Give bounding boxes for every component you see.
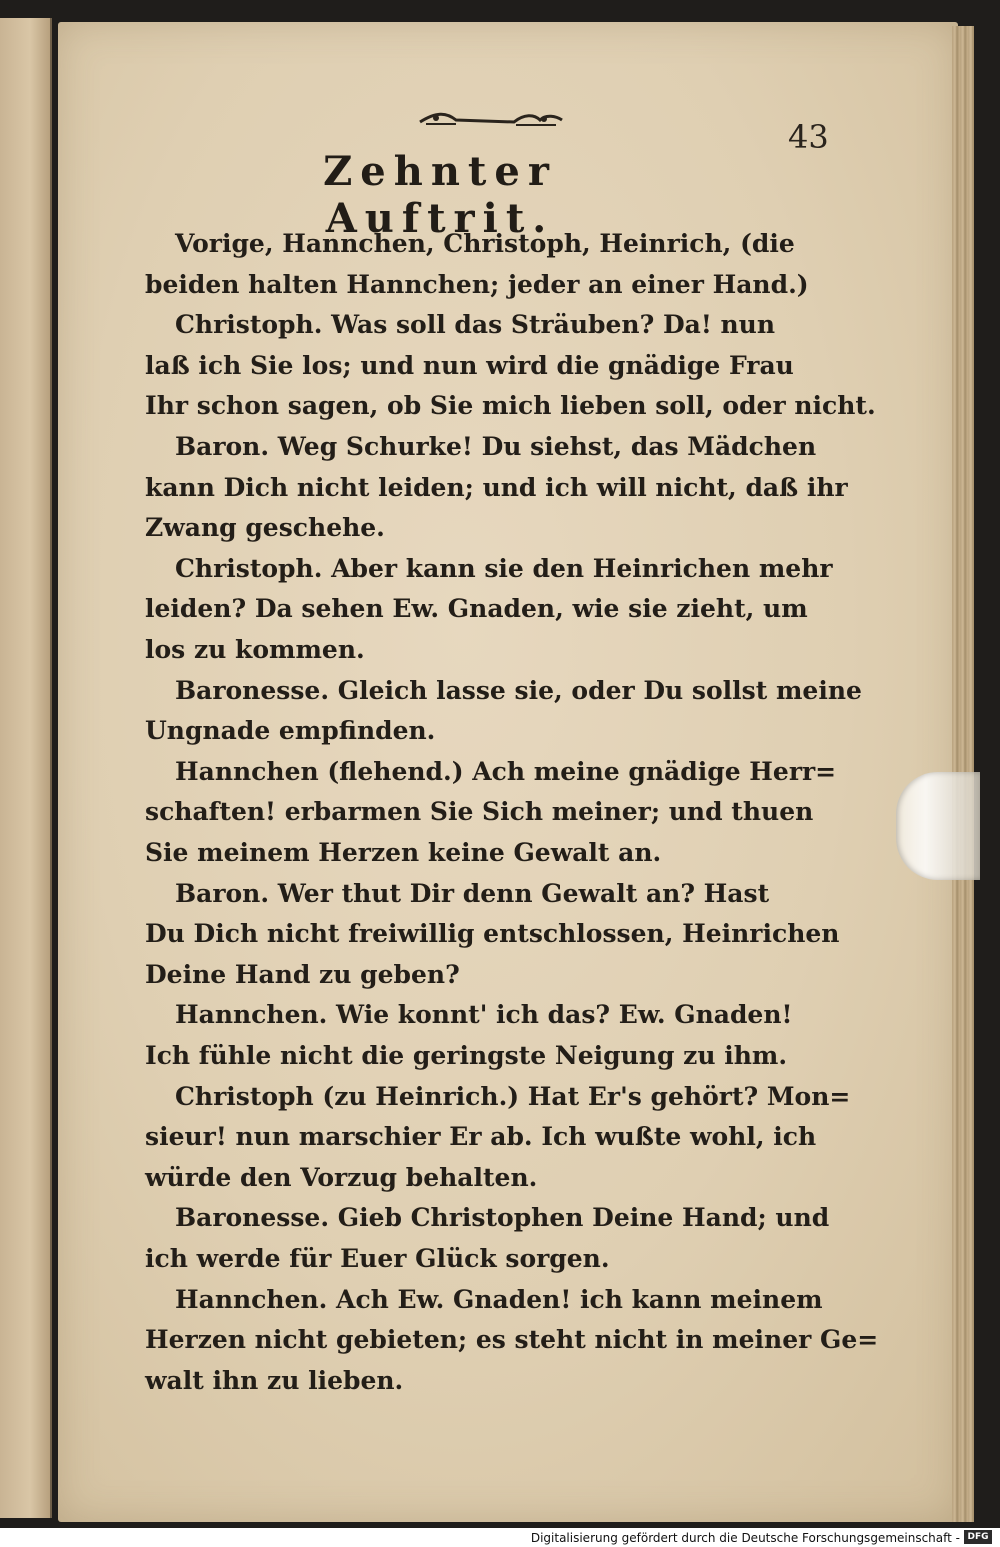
text-line: Christoph. Was soll das Sträuben? Da! nun: [175, 310, 776, 339]
text-line: Ungnade empfinden.: [145, 716, 436, 745]
text-line: Du Dich nicht freiwillig entschlossen, Heinrichen: [145, 919, 840, 948]
text-line: Hannchen (flehend.) Ach meine gnädige Herr=: [175, 757, 837, 786]
page-tab-marker: [896, 772, 980, 880]
text-line: kann Dich nicht leiden; und ich will nicht, daß ihr: [145, 473, 848, 502]
text-line: sieur! nun marschier Er ab. Ich wußte wohl, ich: [145, 1122, 817, 1151]
text-line: laß ich Sie los; und nun wird die gnädige Frau: [145, 351, 794, 380]
text-line: Herzen nicht gebieten; es steht nicht in meiner Ge=: [145, 1325, 879, 1354]
footer-bar: [0, 1528, 1000, 1547]
text-line: Christoph. Aber kann sie den Heinrichen mehr: [175, 554, 833, 583]
text-line: walt ihn zu lieben.: [145, 1366, 404, 1395]
text-line: Zwang geschehe.: [145, 513, 385, 542]
text-line: ich werde für Euer Glück sorgen.: [145, 1244, 610, 1273]
text-line: schaften! erbarmen Sie Sich meiner; und thuen: [145, 797, 814, 826]
text-line: Deine Hand zu geben?: [145, 960, 460, 989]
text-line: Hannchen. Ach Ew. Gnaden! ich kann meinem: [175, 1285, 823, 1314]
text-line: Baronesse. Gieb Christophen Deine Hand; und: [175, 1203, 830, 1232]
text-line: Christoph (zu Heinrich.) Hat Er's gehört? Mon=: [175, 1082, 851, 1111]
page-number: 43: [788, 118, 829, 156]
text-line: Sie meinem Herzen keine Gewalt an.: [145, 838, 662, 867]
scene-heading: Zehnter Auftrit.: [323, 148, 557, 242]
facing-page-edge: [0, 18, 52, 1518]
text-line: los zu kommen.: [145, 635, 365, 664]
text-line: leiden? Da sehen Ew. Gnaden, wie sie zieht, um: [145, 594, 808, 623]
text-line: Vorige, Hannchen, Christoph, Heinrich, (die: [175, 229, 795, 258]
text-line: würde den Vorzug behalten.: [145, 1163, 538, 1192]
footer-credit: Digitalisierung gefördert durch die Deutsche Forschungsgemeinschaft -: [530, 1531, 960, 1545]
text-line: Ihr schon sagen, ob Sie mich lieben soll, oder nicht.: [145, 391, 876, 420]
text-line: beiden halten Hannchen; jeder an einer Hand.): [145, 270, 809, 299]
header-ornament: [416, 110, 566, 130]
text-line: Ich fühle nicht die geringste Neigung zu ihm.: [145, 1041, 788, 1070]
text-line: Hannchen. Wie konnt' ich das? Ew. Gnaden!: [175, 1000, 793, 1029]
text-line: Baronesse. Gleich lasse sie, oder Du sollst meine: [175, 676, 862, 705]
dfg-logo: DFG: [964, 1530, 992, 1544]
text-line: Baron. Wer thut Dir denn Gewalt an? Hast: [175, 879, 770, 908]
text-line: Baron. Weg Schurke! Du siehst, das Mädchen: [175, 432, 817, 461]
